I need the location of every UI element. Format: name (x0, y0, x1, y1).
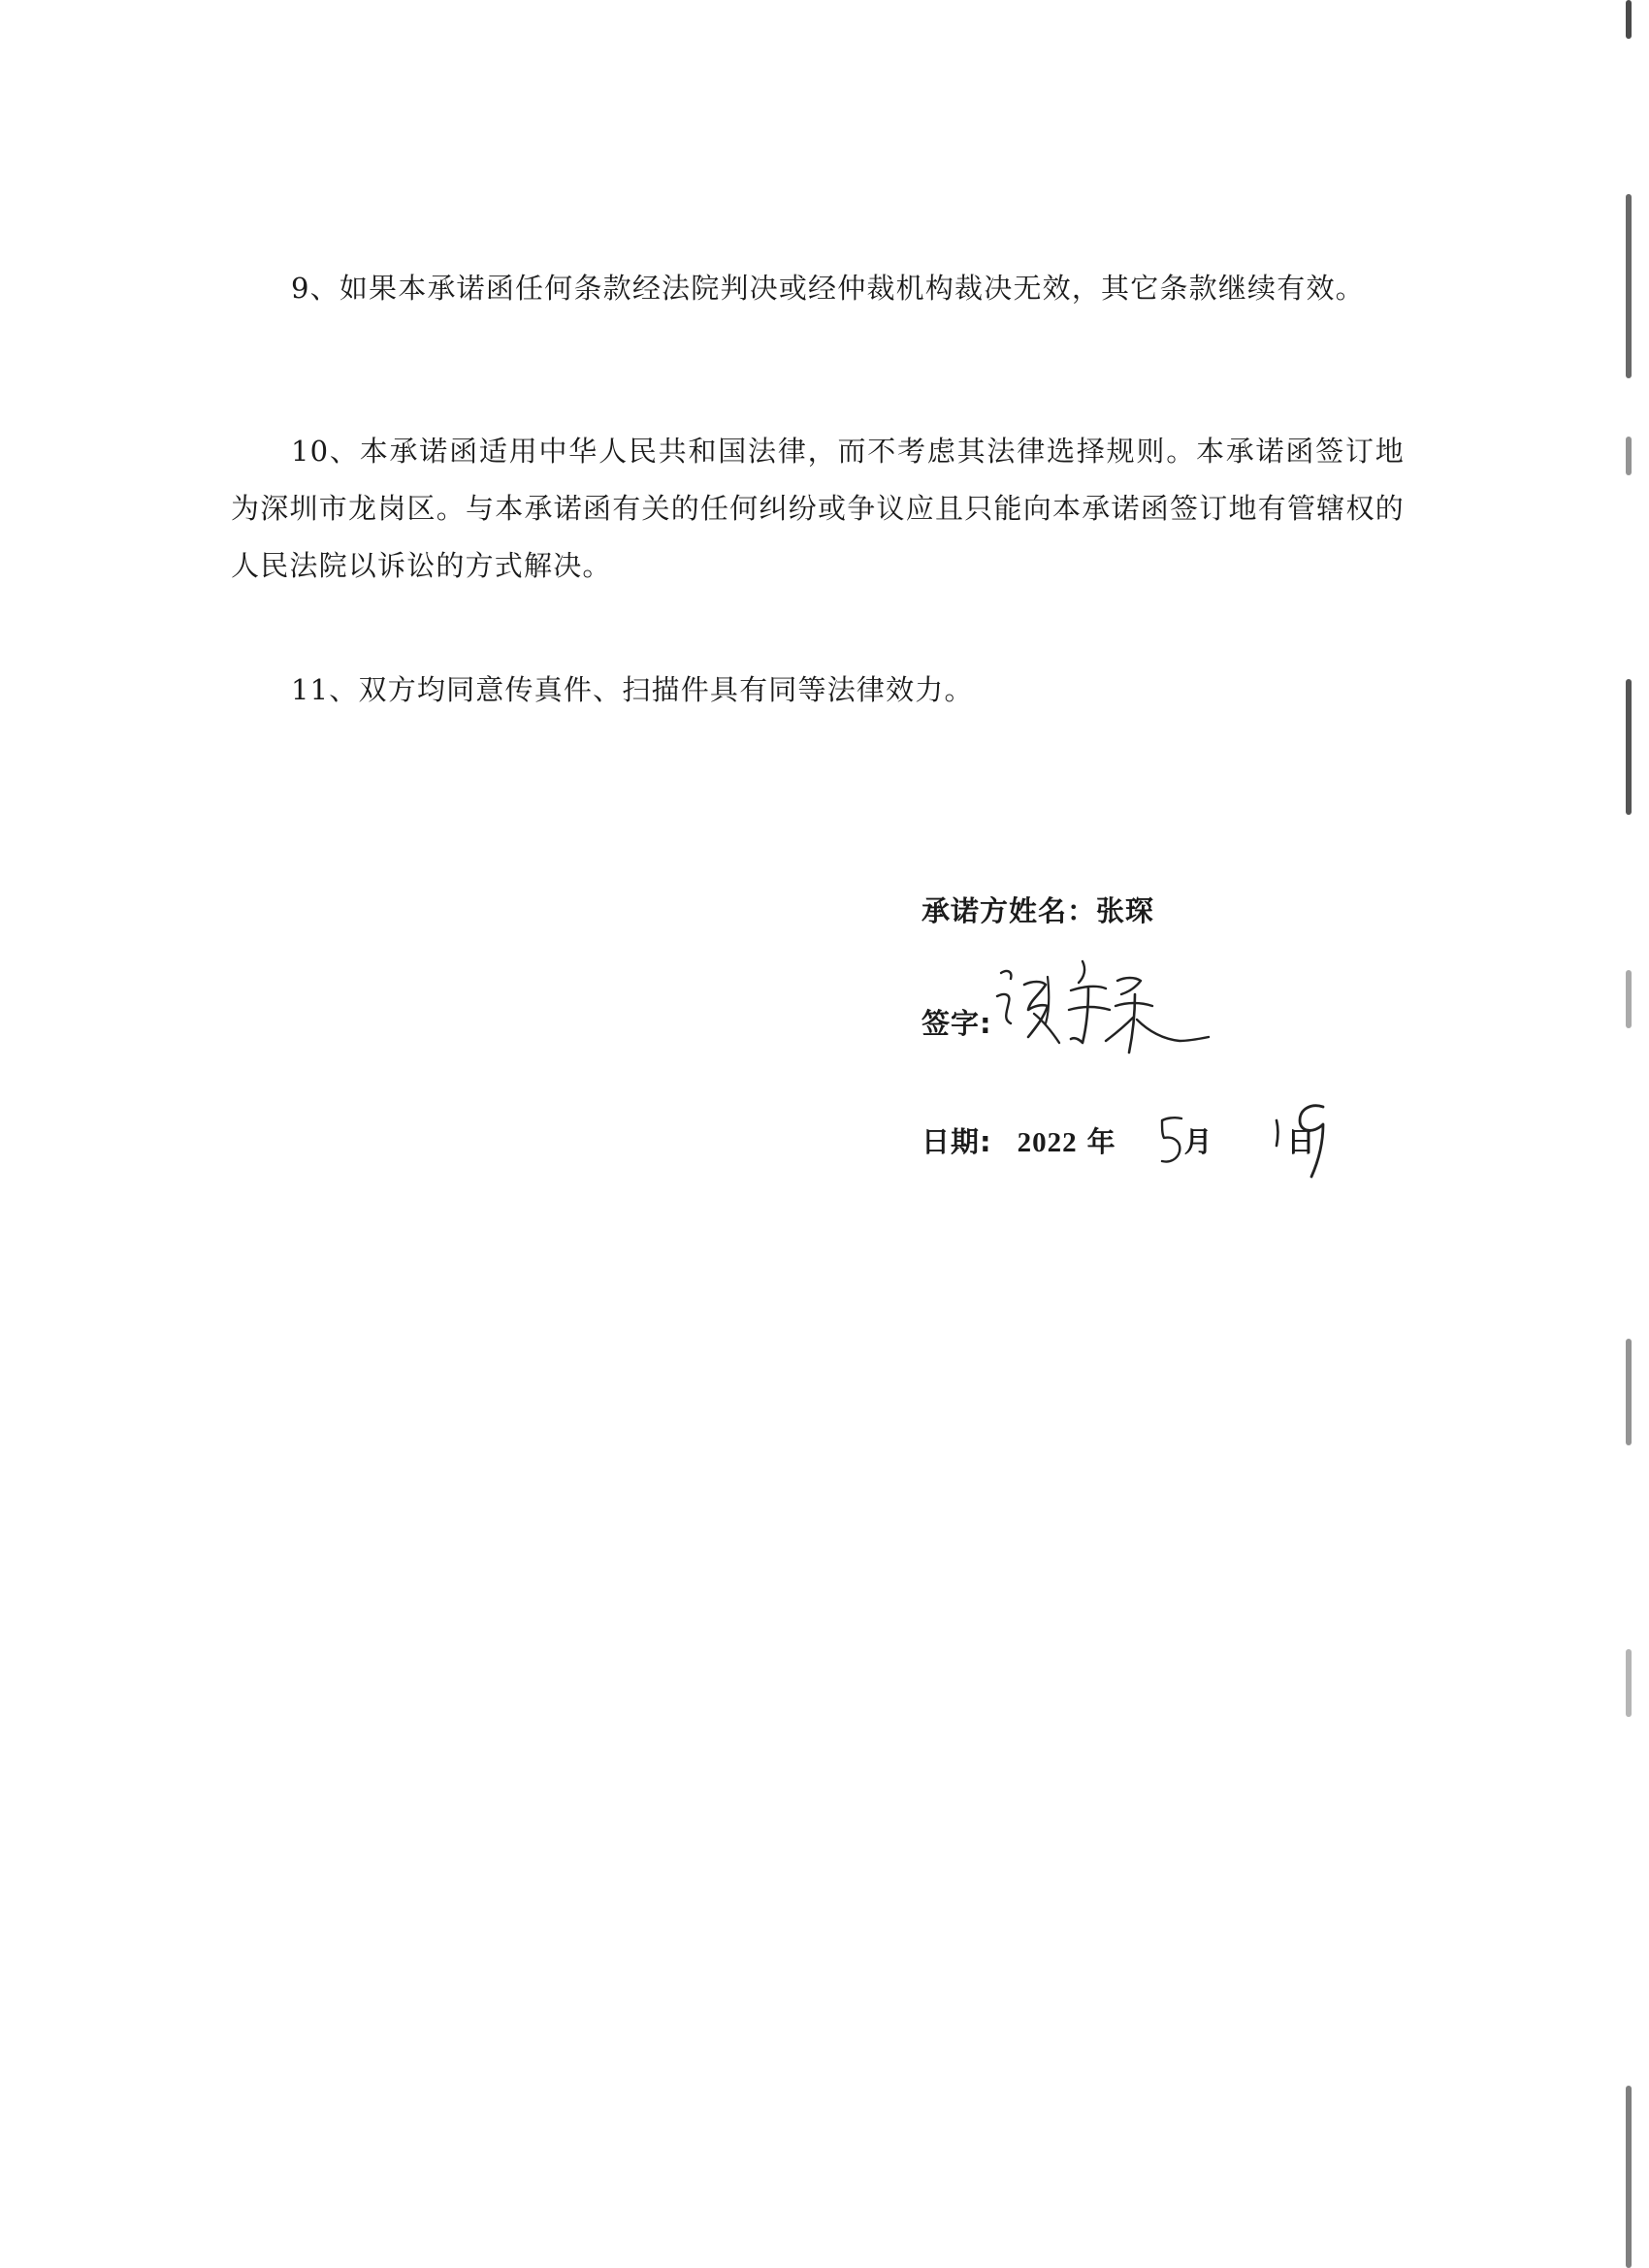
date-year: 2022 (1017, 1127, 1078, 1158)
date-label: 日期: (922, 1125, 992, 1158)
signer-name-line (922, 890, 1154, 929)
signer-name-value: 张琛 (1096, 894, 1155, 927)
scan-edge-artifact (1599, 0, 1649, 2268)
clause-10: 10、本承诺函适用中华人民共和国法律，而不考虑其法律选择规则。本承诺函签订地为深圳市龙岗区。与本承诺函有关的任何纠纷或争议应且只能向本承诺函签订地有管辖权的人民法院以诉讼的方式解决。 (231, 435, 1405, 582)
day-unit: 日 (1286, 1125, 1316, 1158)
signature-label: 签字: (922, 1007, 992, 1040)
handwritten-signature (989, 956, 1212, 1072)
handwritten-month (1152, 1111, 1191, 1169)
month-unit: 月 (1183, 1125, 1213, 1158)
clause-9: 9、如果本承诺函任何条款经法院判决或经仲裁机构裁决无效，其它条款继续有效。 (291, 272, 1365, 305)
signer-name-label: 承诺方姓名： (922, 894, 1097, 927)
handwritten-day (1267, 1093, 1337, 1181)
date-line (922, 1120, 1316, 1160)
signature-line (922, 1002, 992, 1042)
year-unit: 年 (1086, 1125, 1116, 1158)
clause-11: 11、双方均同意传真件、扫描件具有同等法律效力。 (291, 673, 974, 706)
signature-block (922, 878, 1426, 1208)
